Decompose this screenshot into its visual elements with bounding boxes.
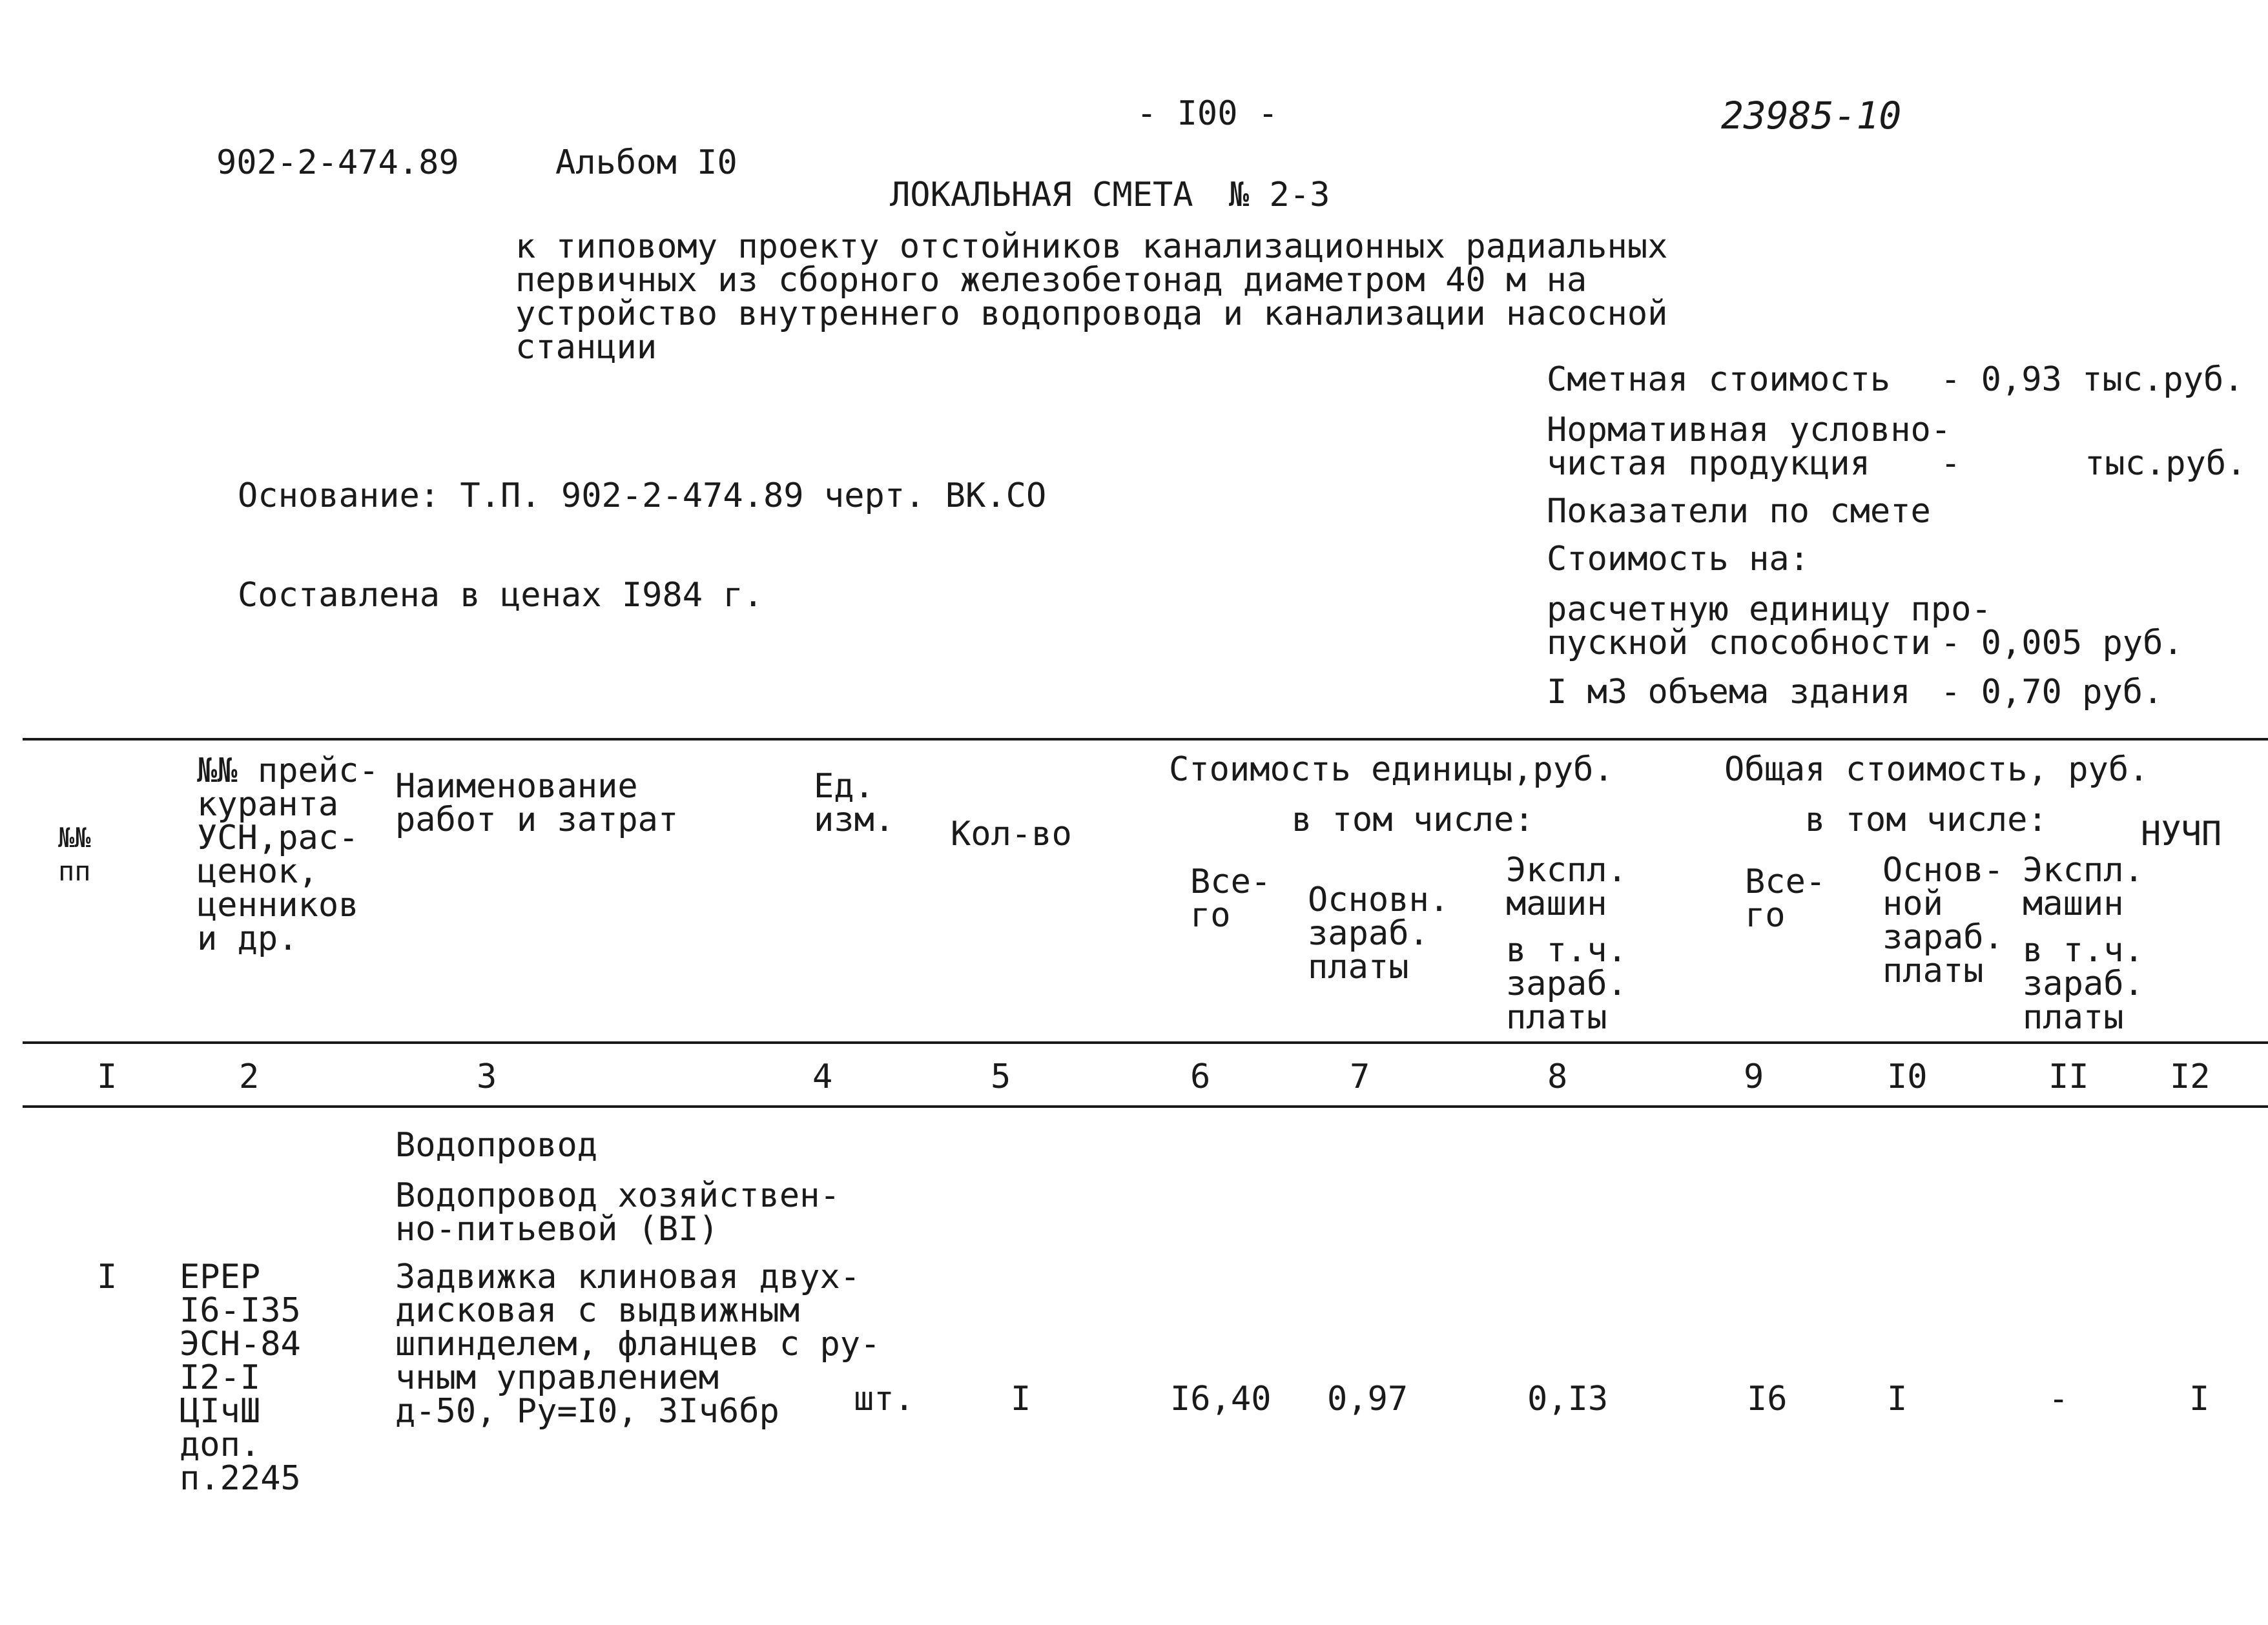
column-number: I0 [1887, 1058, 1928, 1096]
document-title-text: ЛОКАЛЬНАЯ СМЕТА [890, 176, 1193, 214]
page-number: - I00 - [1137, 94, 1279, 133]
column-number: 4 [812, 1058, 833, 1096]
header-line: зараб. [2023, 965, 2144, 1003]
header-line: Ед. [814, 767, 874, 806]
normative-label-line: Нормативная условно- [1547, 411, 1952, 449]
col-header-total [1745, 863, 1826, 935]
row-unit-wage: 0,97 [1327, 1380, 1408, 1418]
header-line: Основ- [1882, 851, 2004, 890]
normative-label [1547, 411, 1952, 483]
capacity-label-line: пускной способности [1547, 624, 1931, 662]
row-total-machine: - [2048, 1380, 2069, 1418]
capacity-label-line: расчетную единицу про- [1547, 590, 1992, 629]
col-header-total-machine [2023, 853, 2144, 921]
row-unit: шт. [854, 1380, 914, 1418]
subtitle [515, 227, 1668, 367]
normative-label-line: чистая продукция [1547, 444, 1870, 483]
col-header-total-machine-wage [2023, 931, 2144, 1037]
row-total: I6 [1747, 1380, 1788, 1418]
header-line: Все- [1190, 863, 1272, 901]
capacity-label [1547, 590, 1992, 662]
col-header-quantity: Кол-во [951, 815, 1072, 853]
header-line: платы [1506, 998, 1607, 1037]
row-unit-total: I6,40 [1170, 1380, 1272, 1418]
column-number: 6 [1190, 1058, 1211, 1096]
col-header-total-wage [1882, 853, 2004, 988]
document-title [890, 178, 1330, 212]
table-top-rule [23, 738, 2268, 741]
code-line: I6-I35 [180, 1291, 301, 1330]
volume-label: I м3 объема здания [1547, 673, 1911, 711]
code-line: доп. [180, 1426, 261, 1464]
row-unit-machine: 0,I3 [1527, 1380, 1609, 1418]
header-line: ной [1882, 884, 1943, 923]
header-line: в т.ч. [1506, 931, 1627, 970]
row-price-code [180, 1258, 301, 1498]
header-line: го [1745, 896, 1786, 935]
header-line: Основн. [1308, 881, 1450, 919]
header-line: в т.ч. [2023, 931, 2144, 970]
work-name-line: дисковая с выдвижным [395, 1291, 800, 1330]
row-nuchp: I [2189, 1380, 2210, 1418]
col-header-unit-machine [1506, 853, 1627, 921]
col-header-price-code [197, 751, 379, 958]
subsection-title [395, 1176, 840, 1249]
column-number: I2 [2170, 1058, 2211, 1096]
column-numbers-rule [23, 1105, 2268, 1108]
estimate-number: № 2-3 [1228, 176, 1330, 214]
estimated-cost-label: Сметная стоимость [1547, 360, 1891, 399]
header-line: зараб. [1308, 914, 1429, 953]
column-number: 3 [477, 1058, 497, 1096]
subtitle-line: станции [515, 328, 657, 367]
total-cost-group-header: Общая стоимость, руб. [1724, 750, 2149, 789]
indicators-label: Показатели по смете [1547, 492, 1931, 531]
basis-text: Основание: Т.П. 902-2-474.89 черт. ВК.СО [238, 476, 1047, 515]
col-header-number [58, 821, 91, 888]
normative-dash: - [1941, 444, 1961, 483]
document-number: 23985-10 [1721, 94, 1902, 138]
subtitle-line: первичных из сборного железобетонад диаметром 40 м на [515, 261, 1587, 300]
header-line: ценок, [197, 852, 318, 891]
header-bottom-rule [23, 1041, 2268, 1044]
work-name-line: чным управлением [395, 1358, 719, 1397]
header-line: Экспл. [2023, 851, 2144, 890]
header-line: машин [2023, 884, 2124, 923]
normative-unit: тыс.руб. [2085, 444, 2247, 483]
column-number: II [2048, 1058, 2089, 1096]
column-number: 8 [1547, 1058, 1568, 1096]
unit-cost-incl: в том числе: [1292, 801, 1534, 839]
header-line: зараб. [1882, 918, 2004, 957]
code-line: I2-I [180, 1358, 261, 1397]
row-total-wage: I [1887, 1380, 1908, 1418]
header-line: пп [58, 855, 91, 887]
header-line: Все- [1745, 863, 1826, 901]
header-line: платы [1882, 952, 1984, 990]
header-line: го [1190, 896, 1231, 935]
volume-value: - 0,70 руб. [1941, 673, 2163, 711]
header-line: Экспл. [1506, 851, 1627, 890]
capacity-value: - 0,005 руб. [1941, 624, 2183, 662]
column-number: 7 [1350, 1058, 1370, 1096]
header-line: и др. [197, 919, 298, 958]
estimated-cost-value: - 0,93 тыс.руб. [1941, 360, 2244, 399]
album-label: Альбом I0 [555, 143, 737, 182]
header-line: платы [1308, 948, 1409, 986]
header-line: ценников [197, 886, 359, 925]
work-name-line: д-50, Ру=I0, 3Iч6бр [395, 1392, 779, 1431]
project-code: 902-2-474.89 [216, 143, 459, 182]
header-line: УСН,рас- [197, 819, 359, 857]
work-name-line: Задвижка клиновая двух- [395, 1258, 861, 1296]
code-line: ЕРЕР [180, 1258, 261, 1296]
header-line: изм. [814, 801, 895, 839]
row-work-name [395, 1258, 881, 1431]
work-name-line: шпинделем, фланцев с ру- [395, 1325, 881, 1364]
col-header-unit [814, 767, 895, 839]
header-line: куранта [197, 785, 339, 824]
header-line: №№ [58, 822, 91, 853]
code-line: ЦIчШ [180, 1392, 261, 1431]
code-line: ЭСН-84 [180, 1325, 301, 1364]
row-number: I [97, 1258, 118, 1296]
column-number: I [97, 1058, 118, 1096]
col-header-name [395, 767, 679, 839]
header-line: машин [1506, 884, 1607, 923]
cost-for-label: Стоимость на: [1547, 540, 1809, 578]
subsection-line: Водопровод хозяйствен- [395, 1176, 840, 1215]
unit-cost-group-header: Стоимость единицы,руб. [1169, 750, 1614, 789]
subsection-line: но-питьевой (BI) [395, 1210, 719, 1249]
col-header-nuchp: НУЧП [2141, 815, 2222, 853]
header-line: работ и затрат [395, 801, 679, 839]
column-number: 5 [991, 1058, 1011, 1096]
subtitle-line: к типовому проекту отстойников канализационных радиальных [515, 227, 1668, 266]
col-header-unit-machine-wage [1506, 931, 1627, 1037]
total-cost-incl: в том числе: [1805, 801, 2048, 839]
header-line: №№ прейс- [197, 751, 379, 790]
header-line: платы [2023, 998, 2124, 1037]
row-quantity: I [1011, 1380, 1031, 1418]
header-line: зараб. [1506, 965, 1627, 1003]
col-header-unit-wage [1308, 883, 1449, 984]
column-number: 2 [239, 1058, 260, 1096]
section-title: Водопровод [395, 1126, 598, 1165]
prices-year: Составлена в ценах I984 г. [238, 576, 763, 615]
column-number: 9 [1744, 1058, 1764, 1096]
header-line: Наименование [395, 767, 638, 806]
code-line: п.2245 [180, 1459, 301, 1498]
subtitle-line: устройство внутреннего водопровода и канализации насосной [515, 294, 1668, 333]
col-header-unit-total [1190, 863, 1272, 935]
